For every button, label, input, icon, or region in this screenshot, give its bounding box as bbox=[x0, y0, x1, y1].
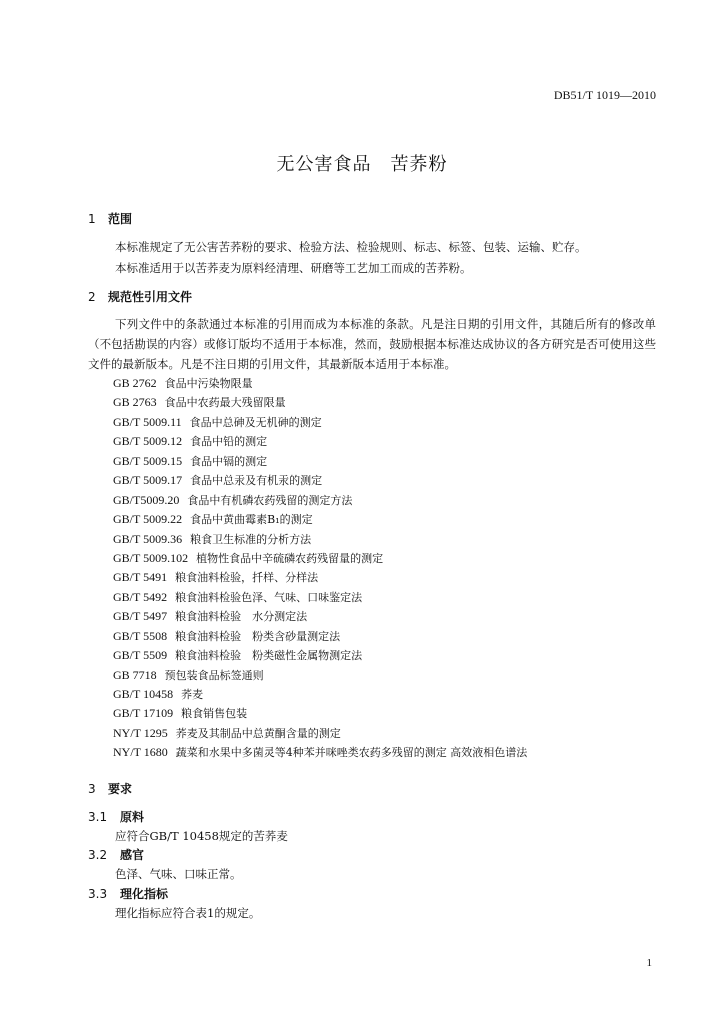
reference-title: 食品中农药最大残留限量 bbox=[164, 396, 286, 410]
reference-title: 食品中镉的测定 bbox=[190, 454, 268, 468]
reference-code: NY/T 1295 bbox=[113, 725, 168, 740]
reference-title: 食品中总砷及无机砷的测定 bbox=[189, 415, 322, 429]
normative-intro: 下列文件中的条款通过本标准的引用而成为本标准的条款。凡是注日期的引用文件，其随后所有的修改单（不包括勘误的内容）或修订版均不适用于本标准，然而，鼓励根据本标准达成协议的各方研究是否可使用这些文件的最新版本。凡是不注日期的引用文件，其最新版本适用于本标准。 bbox=[88, 317, 656, 371]
reference-title: 食品中总汞及有机汞的测定 bbox=[190, 474, 323, 488]
reference-item bbox=[113, 724, 527, 743]
reference-title: 粮食油料检验 粉类含砂量测定法 bbox=[175, 629, 341, 643]
reference-code: NY/T 1680 bbox=[113, 745, 168, 760]
reference-code: GB/T 5009.15 bbox=[113, 453, 183, 468]
reference-item bbox=[113, 530, 527, 549]
reference-title: 食品中黄曲霉素B₁的测定 bbox=[190, 513, 313, 527]
reference-code: GB/T 5497 bbox=[113, 609, 168, 624]
section-heading-scope bbox=[88, 210, 132, 227]
reference-item bbox=[113, 743, 527, 762]
reference-title: 荞麦及其制品中总黄酮含量的测定 bbox=[175, 726, 341, 740]
section-number: 1 bbox=[88, 212, 96, 226]
document-title: 无公害食品 苦荞粉 bbox=[276, 154, 448, 175]
reference-item bbox=[113, 413, 527, 432]
reference-item bbox=[113, 549, 527, 568]
subsection-number: 3.3 bbox=[88, 887, 108, 901]
reference-item bbox=[113, 393, 527, 412]
reference-code: GB 2762 bbox=[113, 376, 157, 390]
page-number: 1 bbox=[646, 957, 652, 969]
reference-title: 粮食卫生标准的分析方法 bbox=[190, 532, 312, 546]
reference-item bbox=[113, 374, 527, 393]
reference-code: GB/T 10458 bbox=[113, 687, 174, 701]
reference-item bbox=[113, 666, 527, 685]
reference-list bbox=[113, 374, 527, 763]
reference-title: 植物性食品中辛硫磷农药残留量的测定 bbox=[196, 551, 384, 565]
reference-title: 粮食油料检验 粉类磁性金属物测定法 bbox=[175, 649, 363, 663]
reference-code: GB/T 5009.11 bbox=[113, 414, 182, 429]
reference-item bbox=[113, 685, 527, 704]
reference-item bbox=[113, 646, 527, 665]
reference-title: 蔬菜和水果中多菌灵等4种苯并咪唑类农药多残留的测定 高效液相色谱法 bbox=[175, 746, 528, 760]
section-number: 2 bbox=[88, 290, 96, 304]
section-heading-requirements bbox=[88, 780, 132, 797]
reference-code: GB/T 5009.17 bbox=[113, 473, 183, 488]
reference-item bbox=[113, 704, 527, 723]
subsection-heading-sensory bbox=[88, 846, 144, 863]
reference-title: 食品中污染物限量 bbox=[164, 377, 253, 390]
reference-item bbox=[113, 568, 527, 587]
reference-title: 粮食销售包装 bbox=[181, 707, 248, 721]
reference-item bbox=[113, 432, 527, 451]
reference-item bbox=[113, 510, 527, 529]
reference-item bbox=[113, 471, 527, 490]
reference-code: GB/T 17109 bbox=[113, 706, 174, 721]
reference-item bbox=[113, 588, 527, 607]
subsection-number: 3.2 bbox=[88, 848, 108, 862]
reference-code: GB/T 5009.36 bbox=[113, 531, 183, 546]
reference-title: 粮食油料检验 水分测定法 bbox=[175, 610, 308, 624]
reference-item bbox=[113, 452, 527, 471]
section-heading-normative bbox=[88, 288, 192, 305]
reference-code: GB/T 5009.12 bbox=[113, 434, 183, 449]
subsection-number: 3.1 bbox=[88, 810, 108, 824]
subsection-text: 应符合GB/T 10458规定的苦荞麦 bbox=[115, 829, 288, 843]
reference-title: 粮食油料检验，扦样、分样法 bbox=[175, 571, 319, 585]
subsection-text: 理化指标应符合表1的规定。 bbox=[115, 906, 261, 920]
subsection-heading-physicochemical bbox=[88, 885, 168, 902]
subsection-title: 感官 bbox=[120, 848, 145, 862]
reference-title: 粮食油料检验色泽、气味、口味鉴定法 bbox=[175, 590, 363, 604]
subsection-title: 理化指标 bbox=[120, 887, 169, 901]
reference-code: GB/T 5009.22 bbox=[113, 512, 183, 527]
reference-code: GB 2763 bbox=[113, 395, 157, 410]
reference-code: GB/T 5492 bbox=[113, 589, 168, 604]
scope-paragraph: 本标准适用于以苦荞麦为原料经清理、研磨等工艺加工而成的苦荞粉。 bbox=[115, 261, 472, 275]
reference-item bbox=[113, 607, 527, 626]
section-title: 规范性引用文件 bbox=[108, 290, 193, 304]
reference-title: 荞麦 bbox=[181, 688, 204, 701]
standard-code: DB51/T 1019—2010 bbox=[553, 88, 656, 102]
reference-code: GB/T5009.20 bbox=[113, 492, 180, 507]
section-number: 3 bbox=[88, 782, 96, 796]
subsection-title: 原料 bbox=[120, 810, 145, 824]
reference-title: 食品中有机磷农药残留的测定方法 bbox=[187, 493, 353, 507]
scope-paragraph: 本标准规定了无公害苦荞粉的要求、检验方法、检验规则、标志、标签、包装、运输、贮存。 bbox=[115, 240, 587, 254]
reference-code: GB/T 5509 bbox=[113, 648, 168, 663]
reference-code: GB 7718 bbox=[113, 667, 157, 682]
section-title: 范围 bbox=[108, 212, 133, 226]
section-title: 要求 bbox=[108, 782, 133, 796]
subsection-text: 色泽、气味、口味正常。 bbox=[115, 867, 242, 881]
reference-title: 预包装食品标签通则 bbox=[164, 668, 264, 682]
reference-code: GB/T 5009.102 bbox=[113, 550, 189, 565]
reference-title: 食品中铅的测定 bbox=[190, 435, 268, 449]
reference-item bbox=[113, 627, 527, 646]
reference-code: GB/T 5508 bbox=[113, 628, 168, 643]
reference-code: GB/T 5491 bbox=[113, 570, 168, 585]
reference-item bbox=[113, 491, 527, 510]
subsection-heading-raw-material bbox=[88, 808, 144, 825]
